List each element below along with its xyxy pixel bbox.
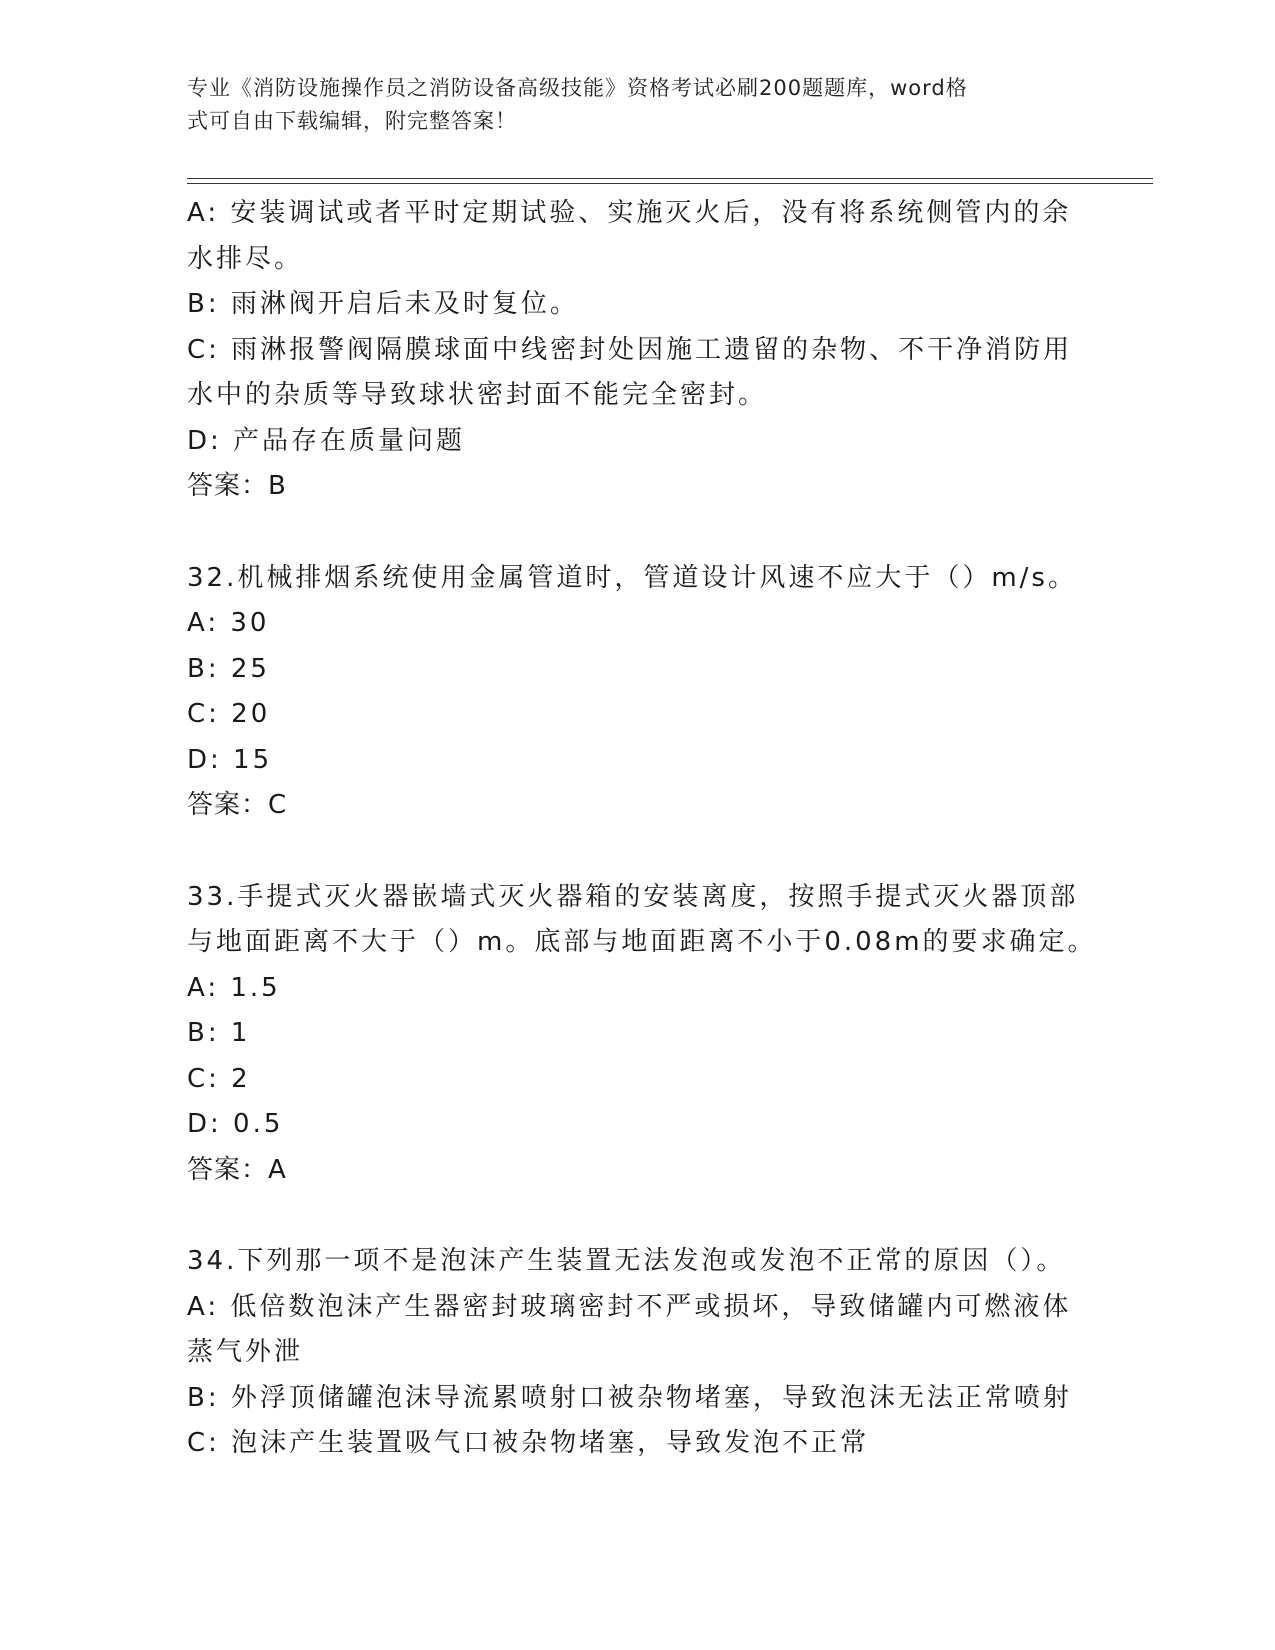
spacer [187,510,1087,556]
question-stem: 32.机械排烟系统使用金属管道时，管道设计风速不应大于（）m/s。 [187,562,1077,593]
option-d: D: 产品存在质量问题 [187,425,466,456]
answer-label: 答案：C [187,790,288,820]
question-stem: 33.手提式灭火器嵌墙式灭火器箱的安装离度，按照手提式灭火器顶部 [187,881,1079,912]
option-b: B: 25 [187,653,270,684]
option-a: A: 30 [187,608,270,638]
option-c: C: 20 [187,699,271,729]
option-c: C: 2 [187,1063,251,1094]
spacer [187,829,1087,875]
document-header [187,72,1067,138]
option-d: D: 15 [187,744,273,775]
option-b: B: 雨淋阀开启后未及时复位。 [187,289,579,319]
option-a: A: 安装调试或者平时定期试验、实施灭火后，没有将系统侧管内的余 [187,198,1072,228]
question-stem: 34.下列那一项不是泡沫产生装置无法发泡或发泡不正常的原因（）。 [187,1246,1066,1276]
option-a: A: 低倍数泡沫产生器密封玻璃密封不严或损坏，导致储罐内可燃液体 [187,1291,1072,1322]
option-a-continued: 水排尽。 [187,243,304,274]
question-31-options [187,191,1087,510]
document-body [187,191,1097,1467]
option-b: B: 1 [187,1018,251,1048]
question-32 [187,556,1087,829]
header-line-1: 专业《消防设施操作员之消防设备高级技能》资格考试必刷200题题库，word格 [187,76,968,100]
option-c-continued: 水中的杂质等导致球状密封面不能完全密封。 [187,380,768,410]
option-c: C: 泡沫产生装置吸气口被杂物堵塞，导致发泡不正常 [187,1428,870,1458]
option-c: C: 雨淋报警阀隔膜球面中线密封处因施工遗留的杂物、不干净消防用 [187,334,1073,365]
spacer [187,1193,1087,1239]
header-line-2: 式可自由下载编辑，附完整答案！ [187,109,517,133]
option-a-continued: 蒸气外泄 [187,1337,304,1367]
header-divider-top [187,178,1153,179]
option-a: A: 1.5 [187,972,281,1003]
option-b: B: 外浮顶储罐泡沫导流累喷射口被杂物堵塞，导致泡沫无法正常喷射 [187,1382,1072,1413]
question-stem-continued: 与地面距离不大于（）m。底部与地面距离不小于0.08m的要求确定。 [187,927,1097,957]
question-34 [187,1239,1087,1467]
option-d: D: 0.5 [187,1109,284,1139]
question-33 [187,875,1097,1194]
header-divider-bottom [187,183,1153,184]
answer-label: 答案：B [187,471,287,501]
answer-label: 答案：A [187,1154,287,1185]
